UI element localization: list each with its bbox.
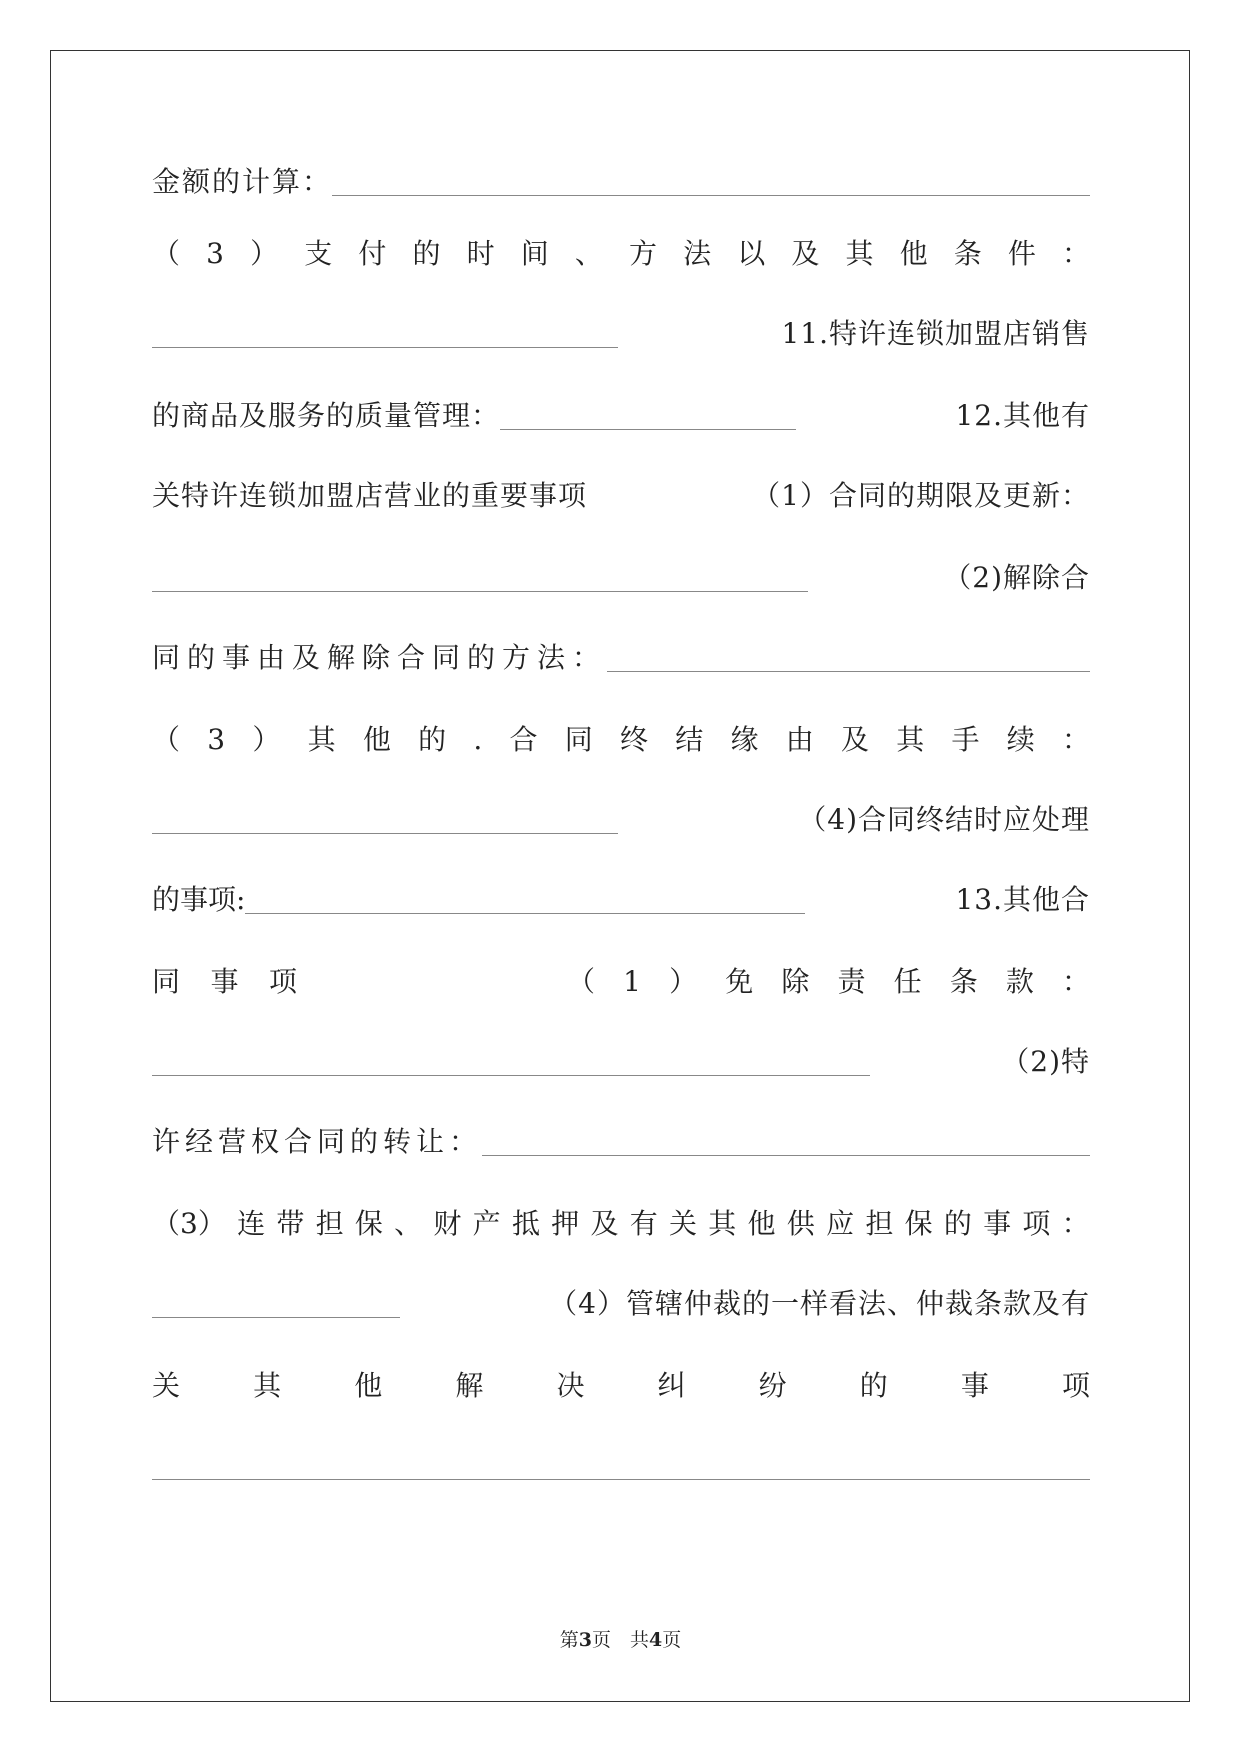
item-13-line [152, 868, 1090, 914]
contract-matters-label: 同 事 项 [152, 965, 297, 998]
termination-label: （2)解除合 [943, 561, 1090, 594]
important-matters-label: 关特许连锁加盟店营业的重要事项 [152, 479, 588, 512]
other-termination-text: （ 3 ） 其 他 的 . 合 同 终 结 缘 由 及 其 手 续 ： [152, 723, 1090, 756]
guarantee-label: （3） 连 带 担 保 、 财 产 抵 押 及 有 关 其 他 供 应 担 保 的 事 项 ： [152, 1207, 1090, 1240]
termination-method-line [152, 626, 1090, 672]
item-13-heading: 13.其他合 [955, 883, 1090, 916]
page-footer: 第3页 共4页 [559, 1629, 682, 1651]
matters-label: 的事项: [152, 883, 246, 916]
exemption-clause-label: （ 1 ） 免 除 责 任 条 款 ： [567, 965, 1090, 998]
item-12-line [152, 384, 1090, 430]
exemption-clause-blank[interactable] [152, 1049, 870, 1076]
expiry-handling-line [152, 788, 1090, 834]
current-page-number: 3 [578, 1629, 592, 1651]
contract-term-label: （1）合同的期限及更新： [752, 479, 1090, 512]
transfer-label-start: （2)特 [1001, 1045, 1090, 1078]
termination-method-label: 同的事由及解除合同的方法： [152, 641, 608, 674]
dispute-label: 关 其 他 解 决 纠 纷 的 事 项 [152, 1369, 1090, 1402]
quality-management-blank[interactable] [500, 403, 796, 430]
important-matters-line [152, 464, 1090, 510]
amount-calculation-line [152, 150, 1090, 196]
dispute-blank-line [152, 1434, 1090, 1480]
dispute-blank[interactable] [152, 1453, 1090, 1480]
contract-term-blank[interactable] [152, 565, 808, 592]
expiry-handling-label: （4)合同终结时应处理 [798, 803, 1090, 836]
other-termination-blank[interactable] [152, 807, 618, 834]
amount-calculation-label: 金额的计算： [152, 165, 333, 198]
total-page-number: 4 [649, 1629, 663, 1651]
quality-management-label: 的商品及服务的质量管理： [152, 399, 501, 432]
item-12-heading: 12.其他有 [955, 399, 1090, 432]
guarantee-blank[interactable] [152, 1291, 400, 1318]
matters-blank[interactable] [245, 887, 805, 914]
jurisdiction-line [152, 1272, 1090, 1318]
termination-method-blank[interactable] [607, 645, 1090, 672]
guarantee-line [152, 1192, 1090, 1238]
exemption-line [152, 950, 1090, 996]
amount-calculation-blank[interactable] [332, 169, 1090, 196]
dispute-line [152, 1354, 1090, 1400]
payment-terms-line [152, 222, 1090, 268]
payment-terms-blank[interactable] [152, 321, 618, 348]
termination-line [152, 546, 1090, 592]
item-11-heading: 11.特许连锁加盟店销售 [781, 317, 1090, 350]
payment-terms-text: （ 3 ） 支 付 的 时 间 、 方 法 以 及 其 他 条 件 ： [152, 237, 1090, 270]
franchise-transfer-label: 许经营权合同的转让： [152, 1125, 483, 1158]
jurisdiction-label: （4）管辖仲裁的一样看法、仲裁条款及有 [549, 1287, 1090, 1320]
item-11-line [152, 302, 1090, 348]
franchise-transfer-line [152, 1110, 1090, 1156]
franchise-transfer-blank[interactable] [482, 1129, 1090, 1156]
other-termination-line [152, 708, 1090, 754]
transfer-line [152, 1030, 1090, 1076]
